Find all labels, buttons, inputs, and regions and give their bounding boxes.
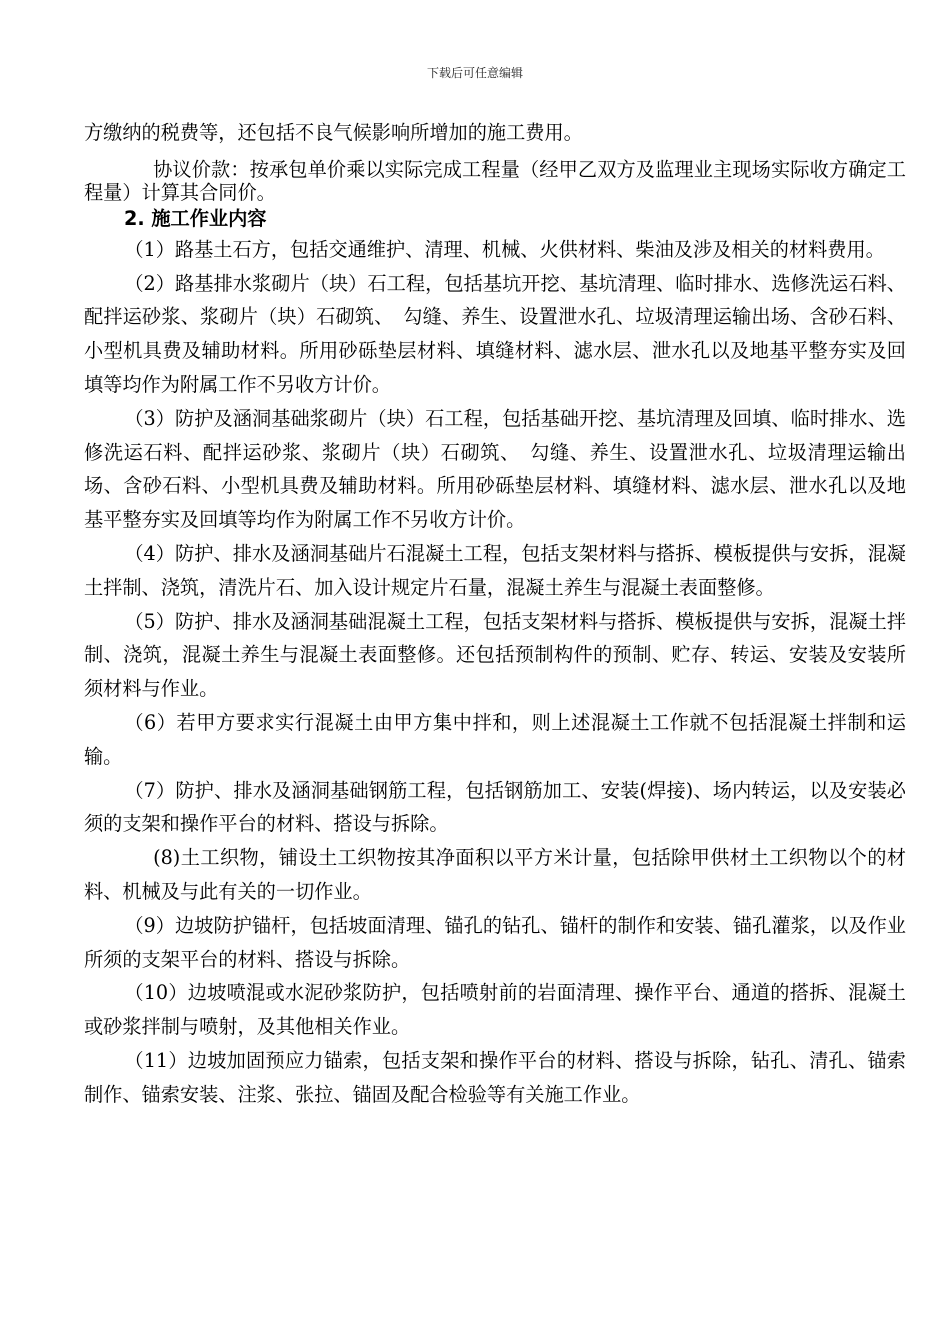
- item-9-paragraph: （9）边坡防护锚杆，包括坡面清理、锚孔的钻孔、锚杆的制作和安装、锚孔灌浆，以及作业所须的支架平台的材料、搭设与拆除。: [84, 913, 906, 971]
- item-8-paragraph: (8)土工织物，铺设土工织物按其净面积以平方米计量，包括除甲供材土工织物以个的材料、机械及与此有关的一切作业。: [84, 846, 906, 903]
- section-heading: 2. 施工作业内容: [124, 206, 267, 230]
- item-4-paragraph: （4）防护、排水及涵洞基础片石混凝土工程，包括支架材料与搭拆、模板提供与安拆，混凝土拌制、浇筑，清洗片石、加入设计规定片石量，混凝土养生与混凝土表面整修。: [84, 541, 906, 599]
- item-2-paragraph: （2）路基排水浆砌片（块）石工程，包括基坑开挖、基坑清理、临时排水、选修洗运石料、配拌运砂浆、浆砌片（块）石砌筑、 勾缝、养生、设置泄水孔、垃圾清理运输出场、含砂石料、小型机具费及辅助材料。所用砂砾垫层材料、填缝材料、滤水层、泄水孔以及地基平整夯实及回填等均作为附属工作不另收方计价。: [84, 271, 906, 396]
- item-3-paragraph: （3）防护及涵洞基础浆砌片（块）石工程，包括基础开挖、基坑清理及回填、临时排水、选修洗运石料、配拌运砂浆、浆砌片（块）石砌筑、 勾缝、养生、设置泄水孔、垃圾清理运输出场、含砂石料、小型机具费及辅助材料。所用砂砾垫层材料、填缝材料、滤水层、泄水孔以及地基平整夯实及回填等均作为附属工作不另收方计价。: [84, 406, 906, 532]
- item-5-paragraph: （5）防护、排水及涵洞基础混凝土工程，包括支架材料与搭拆、模板提供与安拆，混凝土拌制、浇筑，混凝土养生与混凝土表面整修。还包括预制构件的预制、贮存、转运、安装及安装所须材料与作业。: [84, 609, 906, 701]
- agreement-price-paragraph: 协议价款：按承包单价乘以实际完成工程量（经甲乙双方及监理业主现场实际收方确定工程量）计算其合同价。: [84, 157, 906, 204]
- item-7-paragraph: （7）防护、排水及涵洞基础钢筋工程，包括钢筋加工、安装(焊接)、场内转运，以及安装必须的支架和操作平台的材料、搭设与拆除。: [84, 778, 906, 836]
- page-header-note: 下载后可任意编辑: [426, 66, 523, 80]
- document-body: [84, 116, 906, 1112]
- item-11-paragraph: （11）边坡加固预应力锚索，包括支架和操作平台的材料、搭设与拆除，钻孔、清孔、锚索制作、锚索安装、注浆、张拉、锚固及配合检验等有关施工作业。: [84, 1048, 906, 1106]
- item-1-paragraph: （1）路基土石方，包括交通维护、清理、机械、火供材料、柴油及涉及相关的材料费用。: [124, 237, 885, 261]
- item-10-paragraph: （10）边坡喷混或水泥砂浆防护，包括喷射前的岩面清理、操作平台、通道的搭拆、混凝土或砂浆拌制与喷射，及其他相关作业。: [84, 981, 906, 1039]
- item-6-paragraph: （6）若甲方要求实行混凝土由甲方集中拌和，则上述混凝土工作就不包括混凝土拌制和运输。: [84, 710, 906, 768]
- continuation-paragraph: 方缴纳的税费等，还包括不良气候影响所增加的施工费用。: [84, 121, 583, 144]
